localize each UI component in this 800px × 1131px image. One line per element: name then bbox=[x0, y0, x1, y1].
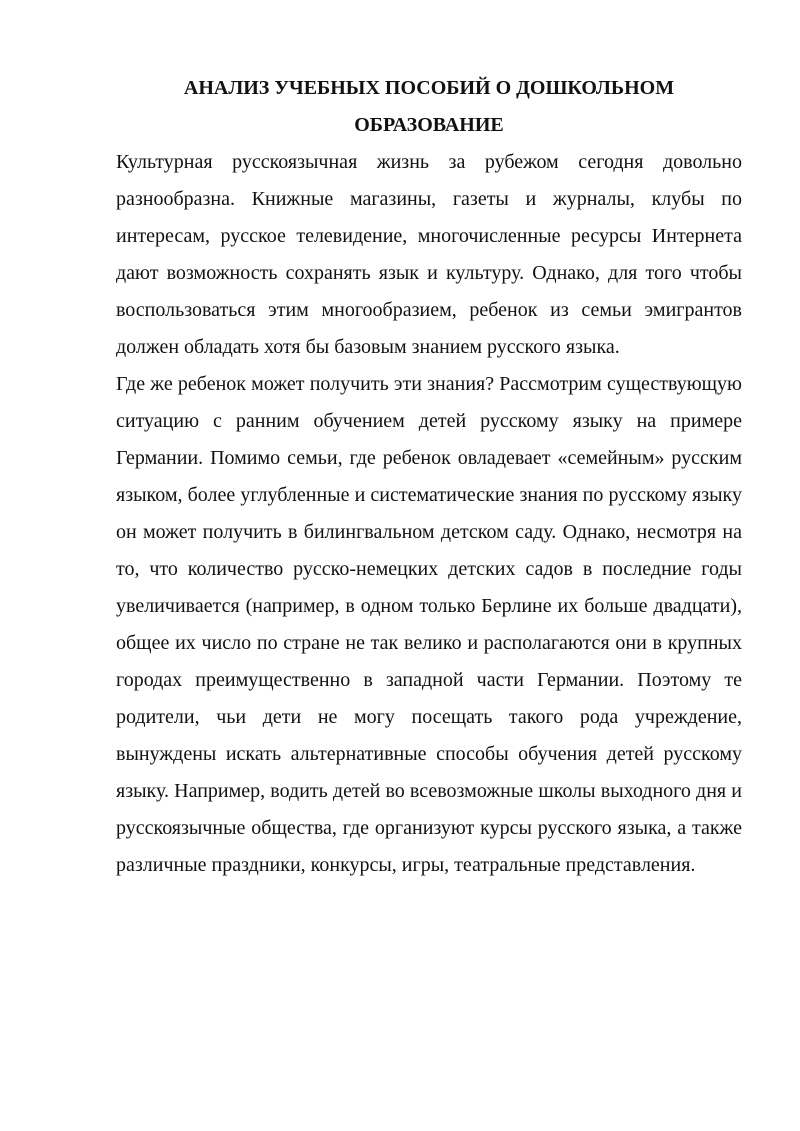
paragraph-germany: Где же ребенок может получить эти знания? Рассмотрим существующую ситуацию с ранним обучением детей русскому языку на примере Германии. Помимо семьи, где ребенок овладевает «семейным» русским языком, более углубленные и систематические знания по русскому языку он может получить в билингвальном детском саду. Однако, несмотря на то, что количество русско-немецких детских садов в последние годы увеличивается (например, в одном только Берлине их больше двадцати), общее их число по стране не так велико и располагаются они в крупных городах преимущественно в западной части Германии. Поэтому те родители, чьи дети не могу посещать такого рода учреждение, вынуждены искать альтернативные способы обучения детей русскому языку. Например, водить детей во всевозможные школы выходного дня и русскоязычные общества, где организуют курсы русского языка, а также различные праздники, конкурсы, игры, театральные представления. bbox=[116, 373, 742, 876]
document-body bbox=[116, 70, 742, 884]
paragraph-intro: Культурная русскоязычная жизнь за рубежом сегодня довольно разнообразна. Книжные магазины, газеты и журналы, клубы по интересам, русское телевидение, многочисленные ресурсы Интернета дают возможность сохранять язык и культуру. Однако, для того чтобы воспользоваться этим многообразием, ребенок из семьи эмигрантов должен обладать хотя бы базовым знанием русского языка. bbox=[116, 151, 742, 358]
document-title: АНАЛИЗ УЧЕБНЫХ ПОСОБИЙ О ДОШКОЛЬНОМ ОБРАЗОВАНИЕ bbox=[183, 77, 675, 136]
